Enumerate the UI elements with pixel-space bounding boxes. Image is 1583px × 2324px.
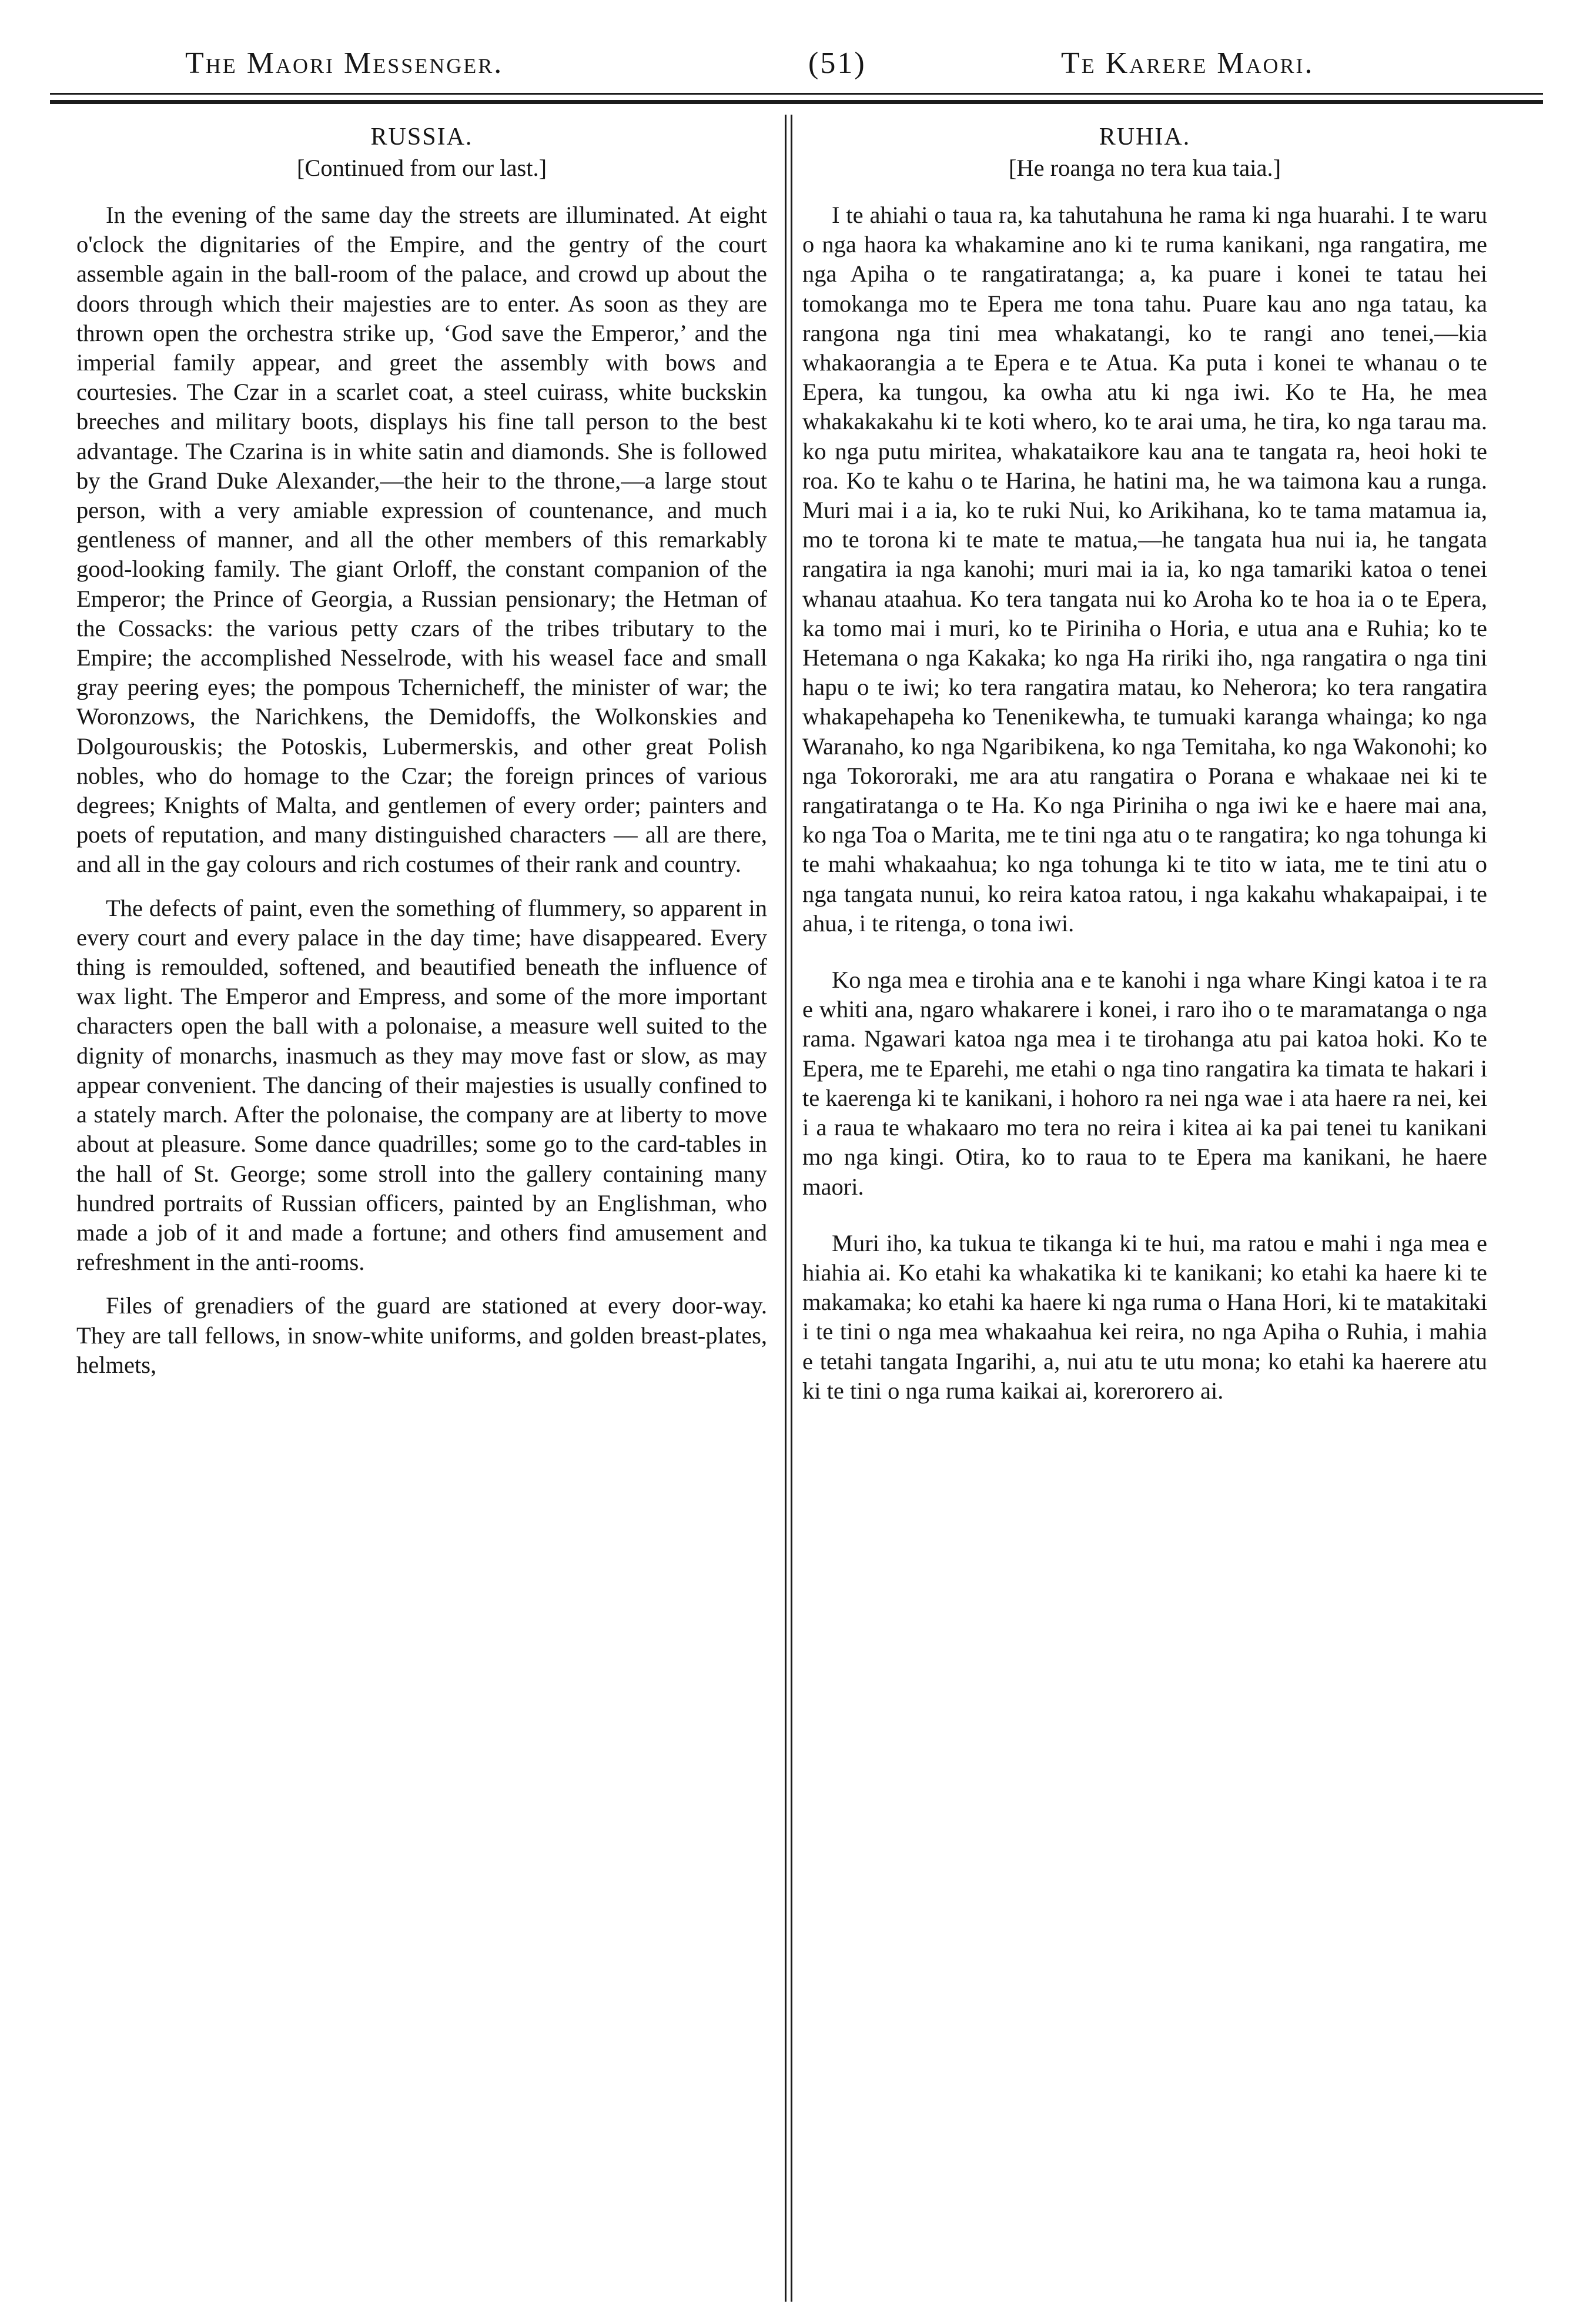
maori-column (802, 121, 1487, 1420)
maori-paragraph-1: I te ahiahi o taua ra, ka tahutahuna he rama ki nga huarahi. I te waru o nga haora ka whakamine ano ki te ruma kanikani, nga rangatira, me nga Apiha o te rangatiratanga; a, ka puare i konei te tatau hei tomokanga mo te Epera me tona tahu. Puare kau ano nga tatau, ka rangona nga tini mea whakatangi, ko te rangi ano tenei,—kia whakaorangia a te Epera e te Atua. Ka puta i konei te whanau o te Epera, ka tungou, ka owha atu ki nga iwi. Ko te Ha, he mea whakakakahu ki te koti whero, ko te arai uma, he tira, ko nga tarau ma. ko nga putu miritea, whakataikore kau ana te tangata ra, heoi hoki te roa. Ko te kahu o te Harina, he hatini ma, he wa taimona kau a runga. Muri mai i a ia, ko te ruki Nui, ko Arikihana, ko te tama matamua ia, mo te torona ki te mate te matua,—he tangata hua nui ia, he tangata rangatira ia nga kanohi; muri mai ia ia, ko nga tamariki katoa o tenei whanau ataahua. Ko tera tangata nui ko Aroha ko te hoa ia o te Epera, ka tomo mai i muri, ko te Piriniha o Horia, e utua ana e Ruhia; ko te Hetemana o nga Kakaka; ko nga Ha ririki iho, nga rangatira o nga tini hapu o te iwi; ko tera rangatira matau, ko Neherora; ko tera rangatira whakapehapeha ko Tenenikewha, te tumuaki karanga whainga; ko nga Waranaho, ko nga Ngaribikena, ko nga Temitaha, ko nga Wakonohi; ko nga Tokororaki, me ara atu rangatira o Porana e whakaae nei ki te rangatiratanga o te Ha. Ko nga Piriniha o nga iwi ke e haere mai ana, ko nga Toa o Marita, me te tini nga atu o te rangatira; ko nga tohunga ki te mahi whakaahua; ko nga tohunga ki te tito w iata, me te tini atu o nga tangata nunui, ko reira katoa ratou, i nga kakahu whakapaipai, i te ahua, i te ritenga, o tona iwi. (802, 202, 1487, 937)
column-divider-left (785, 115, 787, 2302)
header-rule-thick (50, 100, 1543, 104)
header-rule-thin (50, 93, 1543, 95)
english-paragraph-2: The defects of paint, even the something of flummery, so apparent in every court and every palace in the day time; have disappeared. Every thing is remoulded, softened, and beautified beneath the influence of wax light. The Emperor and Empress, and some of the more important characters open the ball with a polonaise, a measure well suited to the dignity of monarchs, inasmuch as they may move fast or slow, as may appear convenient. The dancing of their majesties is usually confined to a stately march. After the polonaise, the company are at liberty to move about at pleasure. Some dance quadrilles; some go to the card-tables in the hall of St. George; some stroll into the gallery containing many hundred portraits of Russian officers, painted by an Englishman, who made a job of it and made a fortune; and others find amusement and refreshment in the anti-rooms. (76, 894, 767, 1276)
maori-article-title: RUHIA. (1099, 123, 1191, 151)
english-article-title: RUSSIA. (370, 123, 473, 151)
column-divider-right (791, 115, 792, 2302)
maori-paragraph-3: Muri iho, ka tukua te tikanga ki te hui, ma ratou e mahi i nga mea e hiahia ai. Ko etahi ka whakatika ki te kanikani; ko etahi ka haere ki te makamaka; ko etahi ka haere ki nga ruma o Hana Hori, ki te matakitaki i te tini o nga mea whakaahua kei reira, no nga Apiha o Ruhia, i mahia e tetahi tangata Ingarihi, a, nui atu te utu mona; ko etahi ka haerere atu ki te tini o nga ruma kaikai ai, korerorero ai. (802, 1229, 1487, 1404)
maori-paragraph-2: Ko nga mea e tirohia ana e te kanohi i nga whare Kingi katoa i te ra e whiti ana, ngaro whakarere i konei, i raro iho o te maramatanga o nga rama. Ngawari katoa nga mea i te tirohanga atu pai katoa hoki. Ko te Epera, me te Eparehi, me etahi o nga tino rangatira ka timata te hakari i te kaerenga ki te kanikani, i hohoro ra nei nga wae i ata haere ra nei, kei i a raua te whakaaro mo tera no reira i kitea ai ka pai tenei tu kanikani mo nga kingi. Otira, ko to raua to te Epera ma kanikani, he haere maori. (802, 967, 1487, 1200)
english-masthead: The Maori Messenger. (185, 46, 504, 80)
english-column (76, 121, 767, 1394)
english-paragraph-1: In the evening of the same day the streets are illuminated. At eight o'clock the dignitaries of the Empire, and the gentry of the court assemble again in the ball-room of the palace, and crowd up about the doors through which their majesties are to enter. As soon as they are thrown open the orchestra strike up, ‘God save the Emperor,’ and the imperial family appear, and greet the assembly with bows and courtesies. The Czar in a scarlet coat, a steel cuirass, white buckskin breeches and military boots, displays his fine tall person to the best advantage. The Czarina is in white satin and diamonds. She is followed by the Grand Duke Alexander,—the heir to the throne,—a large stout person, with a very amiable expression of countenance, and much gentleness of manner, and all the other members of this remarkably good-looking family. The giant Orloff, the constant companion of the Emperor; the Prince of Georgia, a Russian pensionary; the Hetman of the Cossacks: the various petty czars of the tribes tributary to the Empire; the accomplished Nesselrode, with his weasel face and small gray peering eyes; the pompous Tchernicheff, the minister of war; the Woronzows, the Narichkens, the Demidoffs, the Wolkonskies and Dolgourouskis; the Potoskis, Lubermerskis, and other great Polish nobles, who do homage to the Czar; the foreign princes of various degrees; Knights of Malta, and gentlemen of every order; painters and poets of reputation, and many distinguished characters — all are there, and all in the gay colours and rich costumes of their rank and country. (76, 202, 767, 878)
page-header (50, 41, 1543, 88)
maori-masthead: Te Karere Maori. (1061, 46, 1314, 80)
page-number: (51) (808, 46, 866, 80)
maori-article-subtitle: [He roanga no tera kua taia.] (1008, 155, 1281, 181)
english-article-subtitle: [Continued from our last.] (296, 155, 547, 181)
english-paragraph-3: Files of grenadiers of the guard are stationed at every door-way. They are tall fellows, in snow-white uniforms, and golden breast-plates, helmets, (76, 1292, 767, 1378)
